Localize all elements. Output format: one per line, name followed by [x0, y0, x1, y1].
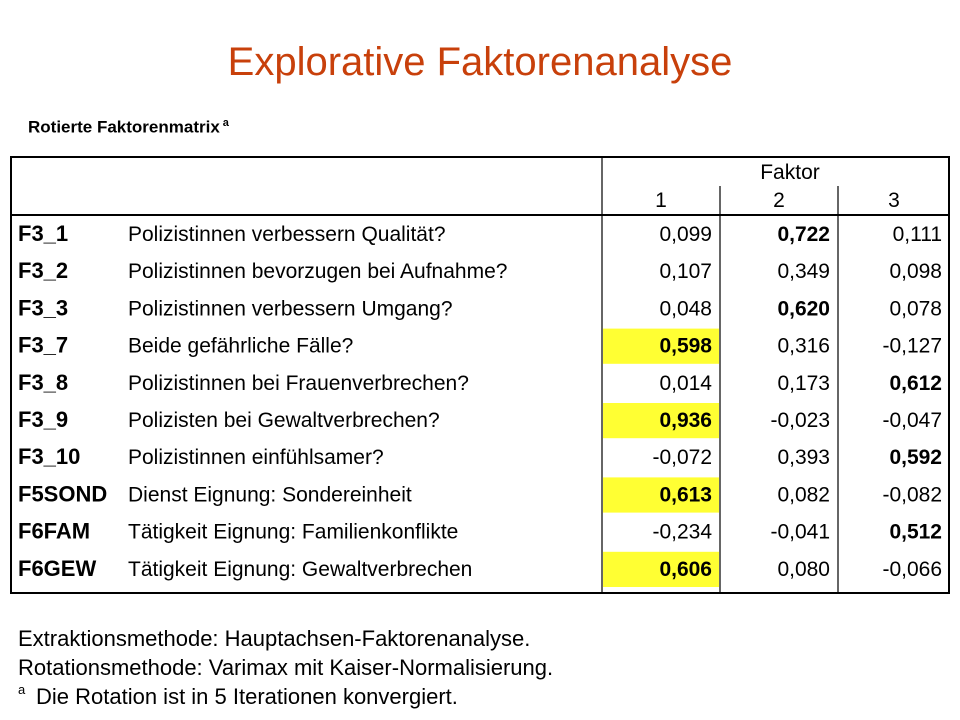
loading-value-f2: 0,393 [777, 446, 830, 470]
variable-code: F3_7 [18, 332, 69, 358]
loading-value-f2: 0,316 [777, 334, 830, 358]
loading-value-f1: 0,936 [659, 409, 712, 432]
loading-value-f1: 0,613 [659, 483, 712, 507]
variable-code: F6FAM [18, 518, 91, 544]
loading-value-f1: 0,598 [659, 334, 712, 358]
variable-label: Polizistinnen verbessern Umgang? [128, 297, 453, 321]
variable-label: Polizistinnen verbessern Qualität? [128, 223, 446, 246]
loading-value-f2: 0,620 [777, 297, 830, 321]
factor-matrix-table [10, 156, 950, 594]
loading-value-f3: 0,592 [889, 446, 942, 470]
loading-value-f2: -0,041 [770, 520, 830, 544]
table-notes [18, 624, 918, 711]
variable-label: Polizisten bei Gewaltverbrechen? [128, 409, 440, 432]
page-title: Explorative Faktorenanalyse [227, 40, 733, 84]
loading-value-f2: 0,080 [777, 557, 830, 581]
loading-value-f1: -0,234 [652, 520, 712, 544]
loading-value-f1: 0,014 [659, 371, 712, 395]
loading-value-f1: 0,048 [659, 297, 712, 321]
loading-value-f3: -0,066 [882, 557, 942, 581]
loading-value-f3: 0,612 [889, 371, 942, 395]
variable-label: Tätigkeit Eignung: Familienkonflikte [128, 520, 459, 544]
variable-code: F3_3 [18, 295, 69, 321]
loading-value-f1: -0,072 [652, 446, 712, 470]
loading-value-f3: 0,111 [892, 223, 942, 246]
variable-label: Beide gefährliche Fälle? [128, 334, 354, 358]
footnote-marker-a: a [18, 682, 26, 697]
footnote [18, 682, 918, 711]
variable-label: Dienst Eignung: Sondereinheit [128, 483, 412, 507]
variable-code: F3_9 [18, 407, 69, 432]
rotation-method-note: Rotationsmethode: Varimax mit Kaiser-Normalisierung. [18, 655, 554, 680]
variable-label: Polizistinnen einfühlsamer? [128, 446, 384, 470]
table-caption [28, 112, 229, 139]
loading-value-f2: 0,349 [777, 260, 830, 284]
variable-code: F3_8 [18, 369, 69, 395]
loading-value-f1: 0,099 [659, 223, 712, 246]
footnote-text: Die Rotation ist in 5 Iterationen konvergiert. [36, 684, 458, 709]
loading-value-f2: -0,023 [770, 409, 830, 432]
loading-value-f2: 0,082 [777, 483, 830, 507]
loading-value-f3: -0,082 [882, 483, 942, 507]
variable-label: Polizistinnen bevorzugen bei Aufnahme? [128, 260, 508, 284]
loading-value-f3: 0,512 [889, 520, 942, 544]
loading-value-f1: 0,107 [659, 260, 712, 284]
factor-header-3: 3 [888, 189, 900, 212]
factor-header-1: 1 [655, 189, 667, 212]
variable-code: F3_2 [18, 258, 69, 284]
table-caption-text: Rotierte Faktorenmatrix [28, 117, 220, 137]
extraction-method-note: Extraktionsmethode: Hauptachsen-Faktorenanalyse. [18, 626, 531, 651]
variable-label: Polizistinnen bei Frauenverbrechen? [128, 371, 469, 395]
loading-value-f3: -0,127 [882, 334, 942, 358]
loading-value-f3: 0,098 [889, 260, 942, 284]
loading-value-f1: 0,606 [659, 557, 712, 581]
loading-value-f2: 0,173 [777, 371, 830, 395]
loading-value-f3: 0,078 [889, 297, 942, 321]
variable-code: F5SOND [18, 481, 108, 507]
footnote-marker: a [222, 117, 229, 129]
variable-code: F3_10 [18, 444, 81, 470]
variable-label: Tätigkeit Eignung: Gewaltverbrechen [128, 557, 473, 581]
loading-value-f2: 0,722 [777, 223, 830, 246]
factor-header-2: 2 [773, 189, 785, 212]
faktor-group-header: Faktor [760, 161, 820, 184]
variable-code: F3_1 [18, 221, 69, 246]
table-text [18, 161, 942, 581]
variable-code: F6GEW [18, 555, 97, 581]
loading-value-f3: -0,047 [882, 409, 942, 432]
